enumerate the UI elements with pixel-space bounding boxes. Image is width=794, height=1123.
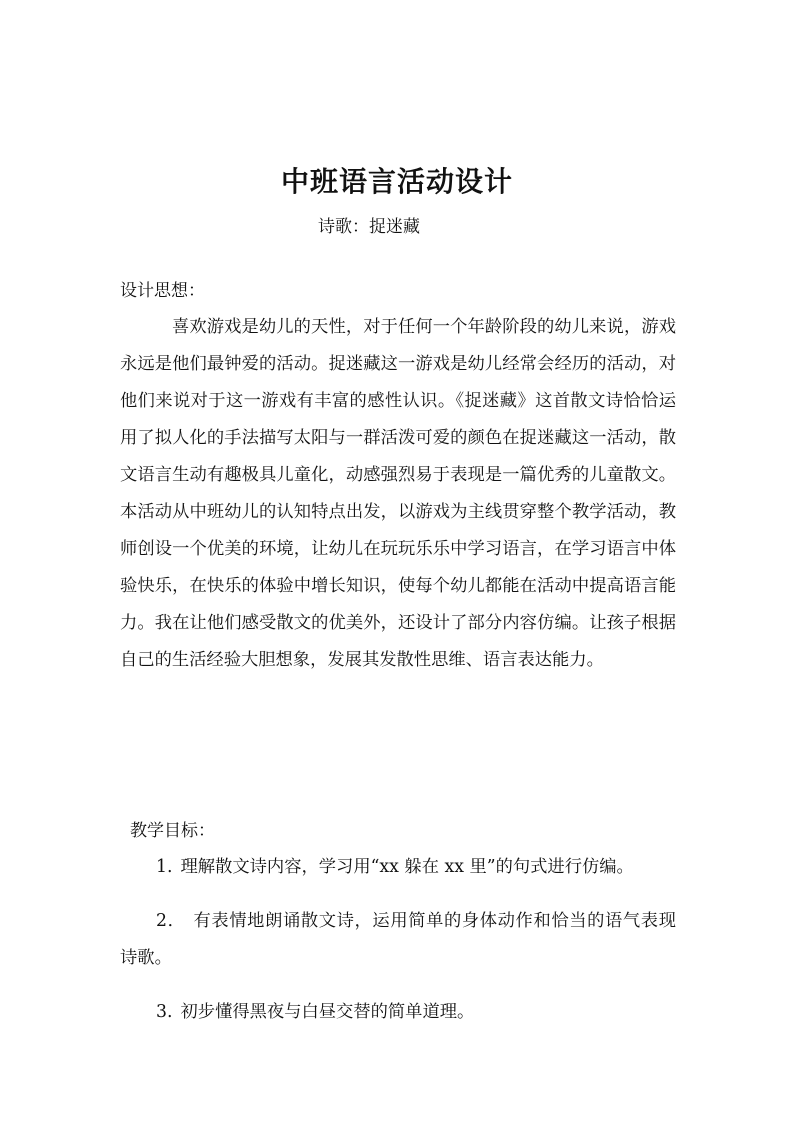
goal-number: 3. <box>156 1002 173 1022</box>
goal-number: 2． <box>156 911 186 931</box>
goals-list <box>120 849 676 1048</box>
document-subtitle: 诗歌：捉迷藏 <box>318 217 420 237</box>
goal-item <box>120 903 676 977</box>
goal-text: 理解散文诗内容，学习用“xx 躲在 xx 里”的句式进行仿编。 <box>180 857 634 877</box>
goal-text: 初步懂得黑夜与白昼交替的简单道理。 <box>180 1002 475 1022</box>
design-heading: 设计思想： <box>120 281 205 301</box>
goal-item <box>120 849 676 886</box>
goal-item <box>120 994 676 1031</box>
goals-heading: 教学目标： <box>130 821 215 841</box>
goal-text: 有表情地朗诵散文诗，运用简单的身体动作和恰当的语气表现诗歌。 <box>120 911 676 968</box>
document-title: 中班语言活动设计 <box>280 165 513 198</box>
design-paragraph: 喜欢游戏是幼儿的天性，对于任何一个年龄阶段的幼儿来说，游戏永远是他们最钟爱的活动。捉迷藏这一游戏是幼儿经常会经历的活动，对他们来说对于这一游戏有丰富的感性认识。《捉迷藏》这首散文诗恰恰运用了拟人化的手法描写太阳与一群活泼可爱的颜色在捉迷藏这一活动，散文语言生动有趣极具儿童化，动感强烈易于表现是一篇优秀的儿童散文。本活动从中班幼儿的认知特点出发，以游戏为主线贯穿整个教学活动，教师创设一个优美的环境，让幼儿在玩玩乐乐中学习语言，在学习语言中体验快乐，在快乐的体验中增长知识，使每个幼儿都能在活动中提高语言能力。我在让他们感受散文的优美外，还设计了部分内容仿编。让孩子根据自己的生活经验大胆想象，发展其发散性思维、语言表达能力。 <box>120 317 676 670</box>
goal-number: 1. <box>156 857 173 877</box>
